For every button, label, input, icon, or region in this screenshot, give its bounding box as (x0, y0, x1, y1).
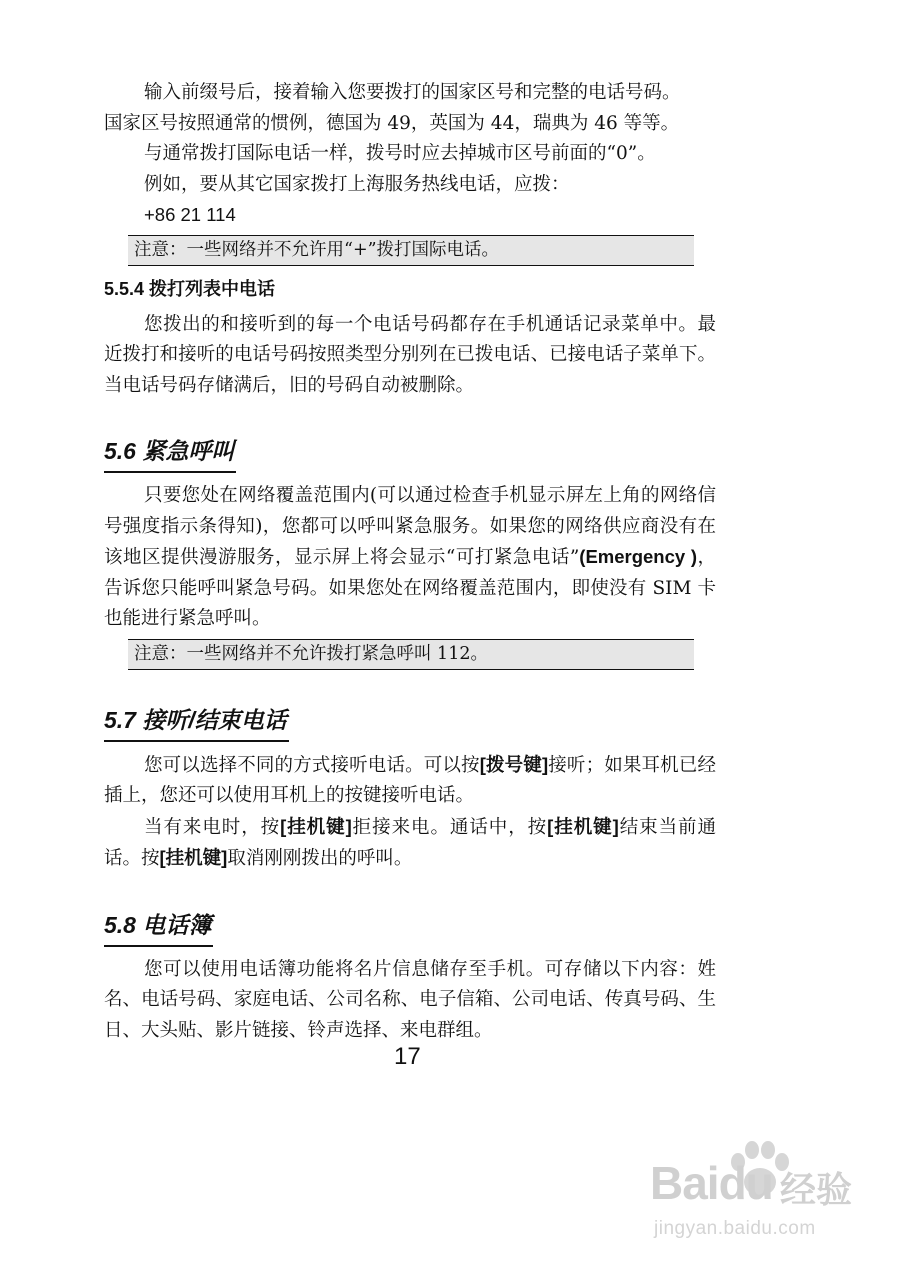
section-5-8-body: 您可以使用电话簿功能将名片信息储存至手机。可存储以下内容：姓名、电话号码、家庭电话、公司名称、电子信箱、公司电话、传真号码、生日、大头贴、影片链接、铃声选择、来电群组。 (104, 958, 716, 1041)
paragraph-intro-line2: 国家区号按照通常的惯例，德国为 49，英国为 44，瑞典为 46 等等。 (104, 112, 680, 134)
section-5-7-p2-d: 取消刚刚拨出的呼叫。 (227, 848, 413, 869)
section-heading-5-5-4: 5.5.4 拨打列表中电话 (104, 278, 276, 299)
section-5-6-body (104, 481, 716, 635)
section-5-5-4-body: 您拨出的和接听到的每一个电话号码都存在手机通话记录菜单中。最近拨打和接听的电话号码按照类型分别列在已拨电话、已接电话子菜单下。当电话号码存储满后，旧的号码自动被删除。 (104, 313, 716, 396)
section-heading-5-6: 5.6 紧急呼叫 (104, 431, 236, 473)
end-key-label-1: [挂机键] (280, 815, 352, 837)
end-key-label-3: [挂机键] (159, 847, 228, 868)
paragraph-drop-zero: 与通常拨打国际电话一样，拨号时应去掉城市区号前面的“0”。 (144, 143, 656, 164)
note-emergency-112: 注意：一些网络并不允许拨打紧急呼叫 112。 (128, 639, 694, 670)
emergency-label: (Emergency ) (579, 546, 697, 567)
dial-example: +86 21 114 (144, 204, 236, 225)
section-5-7-p2-b: 拒接来电。通话中，按 (351, 816, 548, 838)
section-heading-5-7: 5.7 接听/结束电话 (104, 700, 289, 742)
paragraph-example: 例如，要从其它国家拨打上海服务热线电话，应拨： (144, 173, 570, 195)
section-heading-5-8: 5.8 电话簿 (104, 905, 213, 947)
section-5-7-p1-b: 接听；如果耳机已经插上，您还可以使用耳机上的按键接听电话。 (104, 754, 716, 806)
watermark-brand: Baidu (650, 1157, 773, 1209)
section-5-7-para1 (104, 750, 716, 812)
watermark-url: jingyan.baidu.com (654, 1218, 816, 1239)
page-number: 17 (394, 1043, 421, 1070)
section-5-7-p2-a: 当有来电时，按 (144, 816, 281, 838)
section-5-7-para2 (104, 812, 716, 875)
document-page (104, 78, 716, 1046)
section-5-7-p1-a: 您可以选择不同的方式接听电话。可以按 (144, 754, 480, 776)
watermark-brand-cn: 经验 (780, 1170, 853, 1211)
baidu-jingyan-watermark (640, 1140, 890, 1260)
dial-key-label: [拨号键] (479, 753, 549, 775)
paragraph-intro-line1: 输入前缀号后，接着输入您要拨打的国家区号和完整的电话号码。 (144, 82, 681, 103)
note-plus-dialing: 注意：一些网络并不允许用“+”拨打国际电话。 (128, 235, 694, 266)
section-5-6-body-a: 只要您处在网络覆盖范围内(可以通过检查手机显示屏左上角的网络信号强度指示条得知)，您都可以呼叫紧急服务。如果您的网络供应商没有在该地区提供漫游服务，显示屏上将会显示“可打紧急电话” (104, 485, 716, 568)
end-key-label-2: [挂机键] (547, 815, 619, 837)
section-5-7-p2-c: 结束当前通话。按 (104, 816, 716, 869)
section-5-6-body-b: ，告诉您只能呼叫紧急号码。如果您处在网络覆盖范围内，即使没有 SIM 卡也能进行紧急呼叫。 (104, 547, 716, 629)
